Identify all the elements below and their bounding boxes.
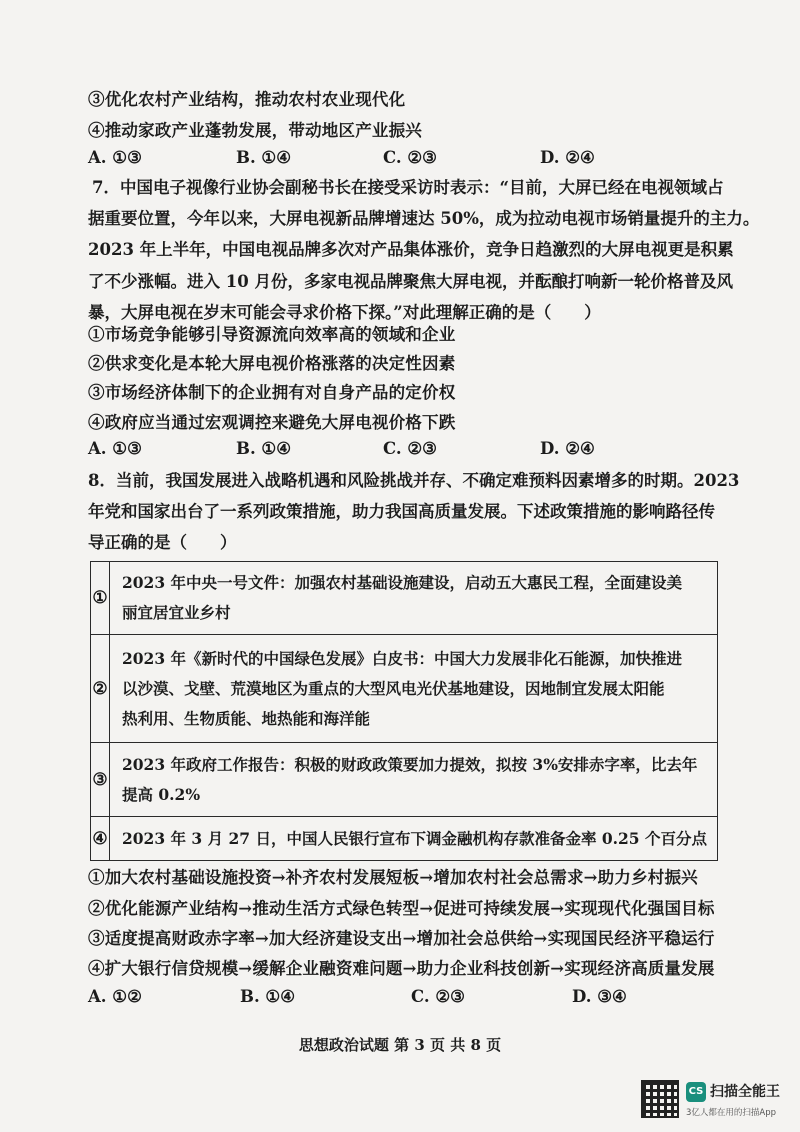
q8-item-4: ④扩大银行信贷规模→缓解企业融资难问题→助力企业科技创新→实现经济高质量发展 [88, 959, 715, 978]
row-text-line: 2023 年 3 月 27 日，中国人民银行宣布下调金融机构存款准备金率 0.25 个百分点 [121, 828, 707, 848]
q7-stem [88, 172, 760, 328]
q8-item-1: ①加大农村基础设施投资→补齐农村发展短板→增加农村社会总需求→助力乡村振兴 [88, 868, 698, 887]
q8-stem-line: 8．当前，我国发展进入战略机遇和风险挑战并存、不确定难预料因素增多的时期。2023 [88, 471, 740, 490]
q7-stem-line: 7．中国电子视像行业协会副秘书长在接受采访时表示：“目前，大屏已经在电视领域占 [92, 178, 724, 197]
q6-item-4: ④推动家政产业蓬勃发展，带动地区产业振兴 [88, 121, 422, 140]
q7-option-c: C. ②③ [383, 439, 437, 458]
table-row [91, 635, 718, 743]
qr-code-icon [641, 1080, 679, 1118]
table-row [91, 743, 718, 817]
row-text-line: 2023 年《新时代的中国绿色发展》白皮书：中国大力发展非化石能源，加快推进 [121, 648, 683, 668]
page-footer: 思想政治试题 第 3 页 共 8 页 [298, 1036, 502, 1054]
q6-item-3: ③优化农村产业结构，推动农村农业现代化 [88, 90, 406, 109]
row-text [109, 817, 717, 861]
row-text-line: 2023 年中央一号文件：加强农村基础设施建设，启动五大惠民工程，全面建设美 [121, 573, 683, 592]
q7-stem-line: 2023 年上半年，中国电视品牌多次对产品集体涨价，竞争日趋激烈的大屏电视更是积累 [88, 240, 734, 260]
table-row [91, 562, 718, 635]
row-number: ④ [91, 817, 110, 861]
row-text-line: 提高 0.2% [121, 784, 201, 804]
row-text [109, 743, 717, 817]
q8-item-2: ②优化能源产业结构→推动生活方式绿色转型→促进可持续发展→实现现代化强国目标 [88, 899, 715, 918]
row-text [109, 635, 717, 743]
table-row [91, 817, 718, 861]
q7-option-b: B. ①④ [236, 439, 292, 458]
q8-stem-line: 年党和国家出台了一系列政策措施，助力我国高质量发展。下述政策措施的影响路径传 [88, 502, 715, 522]
q7-stem-line: 了不少涨幅。进入 10 月份，多家电视品牌聚焦大屏电视，并酝酿打响新一轮价格普及风 [88, 271, 733, 291]
row-text-line: 以沙漠、戈壁、荒漠地区为重点的大型风电光伏基地建设，因地制宜发展太阳能 [121, 678, 665, 698]
q7-stem-line: 据重要位置，今年以来，大屏电视新品牌增速达 50%，成为拉动电视市场销量提升的主力。 [88, 209, 760, 229]
q8-stem-line: 导正确的是（ ） [88, 533, 237, 553]
row-text-line: 丽宜居宜业乡村 [121, 603, 231, 622]
row-number: ① [91, 562, 110, 635]
q6-option-b: B. ①④ [236, 148, 292, 167]
q7-option-a: A. ①③ [88, 439, 142, 458]
watermark-subtitle: 3亿人都在用的扫描App [686, 1108, 777, 1118]
row-number: ② [91, 635, 110, 743]
q7-item-3: ③市场经济体制下的企业拥有对自身产品的定价权 [88, 383, 456, 402]
q8-item-3: ③适度提高财政赤字率→加大经济建设支出→增加社会总供给→实现国民经济平稳运行 [88, 929, 715, 948]
camscanner-logo-icon: CS [686, 1082, 706, 1102]
q7-option-d: D. ②④ [540, 439, 595, 458]
q7-stem-line: 暴，大屏电视在岁末可能会寻求价格下探。”对此理解正确的是（ ） [88, 302, 601, 322]
q8-option-d: D. ③④ [572, 987, 627, 1006]
row-text-line: 热利用、生物质能、地热能和海洋能 [121, 708, 370, 728]
q8-stem [88, 465, 740, 559]
q6-option-d: D. ②④ [540, 148, 595, 167]
policy-table [90, 561, 718, 861]
row-text [109, 562, 717, 635]
row-text-line: 2023 年政府工作报告：积极的财政政策要加力提效，拟按 3%安排赤字率，比去年 [121, 754, 698, 774]
q7-item-1: ①市场竞争能够引导资源流向效率高的领域和企业 [88, 325, 456, 344]
q8-option-a: A. ①② [88, 987, 142, 1006]
watermark-name: 扫描全能王 [710, 1084, 780, 1100]
q6-option-c: C. ②③ [383, 148, 437, 167]
row-number: ③ [91, 743, 110, 817]
q8-option-b: B. ①④ [240, 987, 296, 1006]
q7-item-2: ②供求变化是本轮大屏电视价格涨落的决定性因素 [88, 354, 456, 373]
q8-option-c: C. ②③ [411, 987, 465, 1006]
q6-option-a: A. ①③ [88, 148, 142, 167]
q7-item-4: ④政府应当通过宏观调控来避免大屏电视价格下跌 [88, 413, 456, 432]
